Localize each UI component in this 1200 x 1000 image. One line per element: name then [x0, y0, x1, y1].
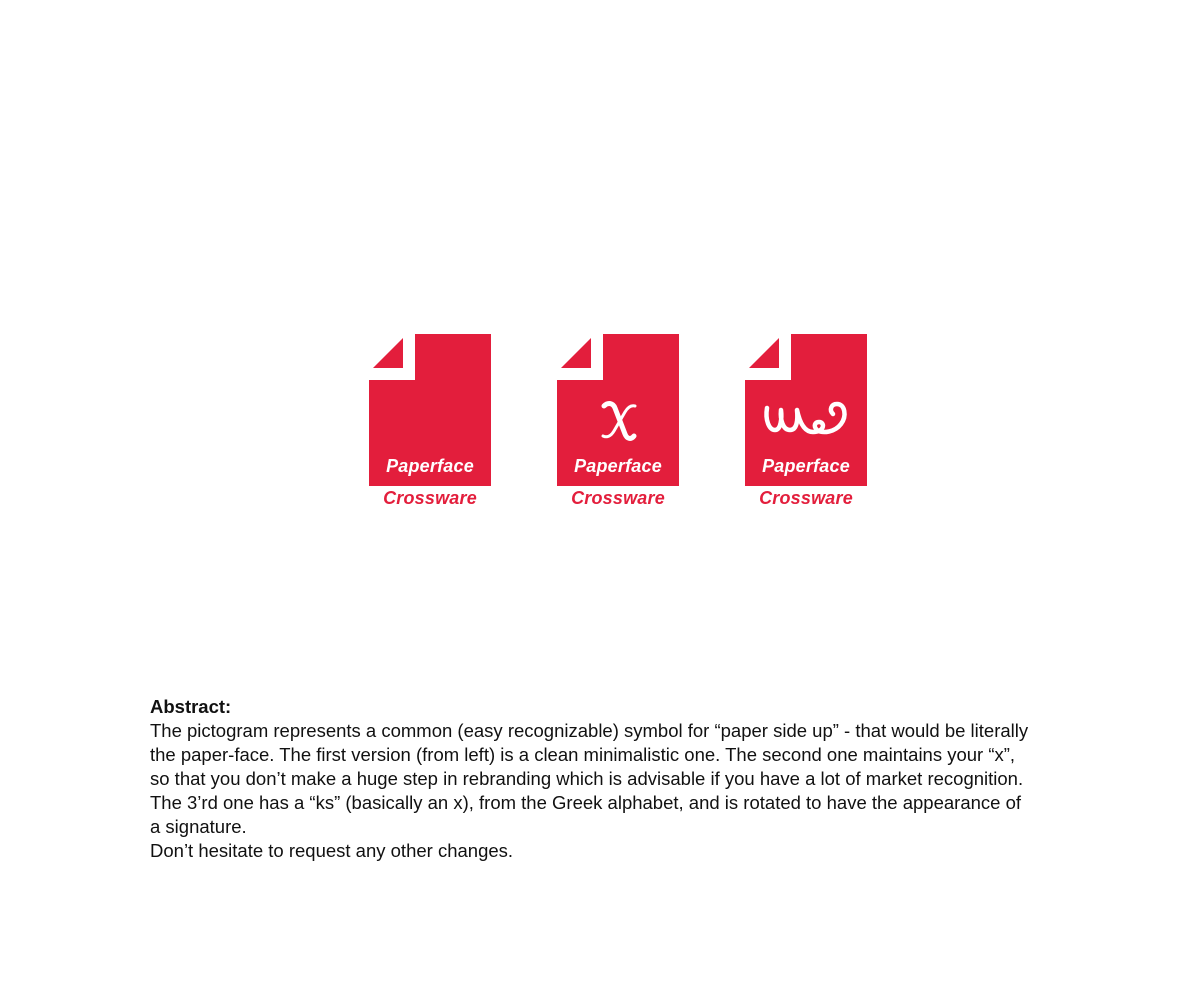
abstract-line: Don’t hesitate to request any other changes.: [150, 840, 514, 861]
abstract-heading: Abstract:: [150, 696, 232, 717]
abstract-text: [150, 695, 1070, 863]
brand-name: Paperface: [574, 456, 662, 476]
abstract-line: so that you don’t make a huge step in rebranding which is advisable if you have a lot of market recognition.: [150, 768, 1024, 789]
brand-name: Paperface: [762, 456, 850, 476]
xi-signature-icon: [745, 394, 867, 444]
brand-name: Paperface: [386, 456, 474, 476]
logo-variant-2: [557, 334, 679, 514]
abstract-line: the paper-face. The first version (from left) is a clean minimalistic one. The second one maintains your “x”,: [150, 744, 1016, 765]
logo-variant-1: [369, 334, 491, 514]
brand-subtitle: Crossware: [571, 488, 665, 508]
brand-subtitle: Crossware: [383, 488, 477, 508]
logo-variant-3: [745, 334, 867, 514]
abstract-line: The pictogram represents a common (easy recognizable) symbol for “paper side up” - that would be literally: [150, 720, 1029, 741]
abstract-line: The 3’rd one has a “ks” (basically an x), from the Greek alphabet, and is rotated to have the appearance of: [150, 792, 1022, 813]
brand-subtitle: Crossware: [759, 488, 853, 508]
abstract-line: a signature.: [150, 816, 247, 837]
x-mark-icon: [557, 394, 679, 444]
